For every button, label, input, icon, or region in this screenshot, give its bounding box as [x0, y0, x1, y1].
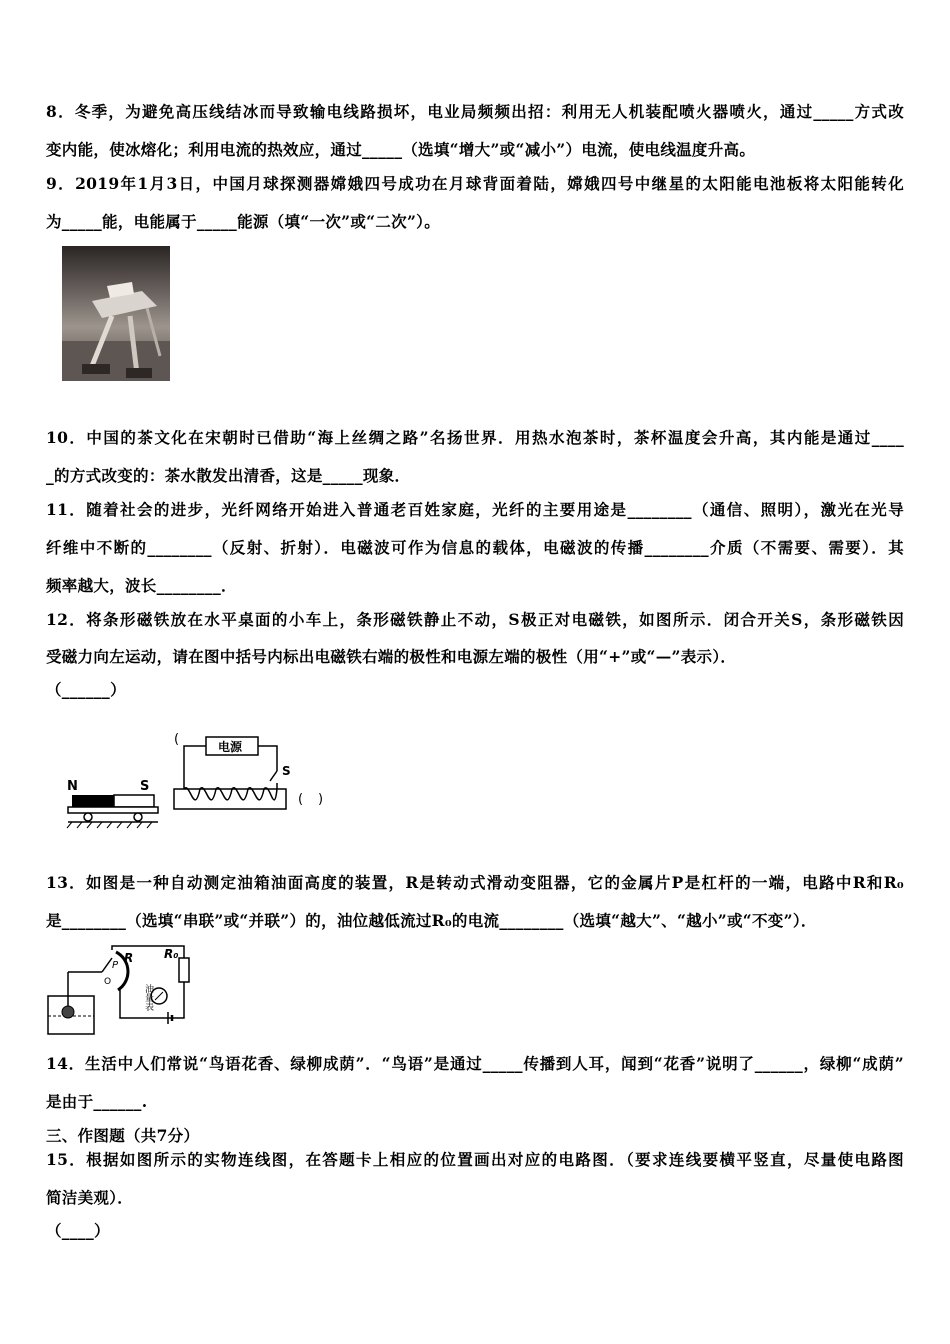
power-source-label: 电源 [218, 740, 243, 754]
electromagnet-right-open-paren: ( [298, 792, 304, 807]
q9-line-2: 为_____能，电能属于_____能源（填“一次”或“二次”）。 [46, 212, 441, 231]
q13-line-1: 13．如图是一种自动测定油箱油面高度的装置，R是转动式滑动变阻器，它的金属片P是杠杆的一端，电路中R和R₀ [46, 873, 904, 892]
q10-line-1: 10．中国的茶文化在宋朝时已借助“海上丝绸之路”名扬世界．用热水泡茶时，茶杯温度会升高，其内能是通过____ [46, 428, 904, 447]
q13-line-2: 是________（选填“串联”或“并联”）的，油位越低流过R₀的电流________（选填“越大”、“越小”或“不变”）． [46, 911, 817, 930]
slider-p-label: P [112, 960, 119, 971]
q9-line-1: 9．2019年1月3日，中国月球探测器嫦娥四号成功在月球背面着陆，嫦娥四号中继星的太阳能电池板将太阳能转化 [46, 174, 904, 193]
rheostat-label: R [124, 951, 134, 965]
cart-wheel [134, 813, 142, 821]
q11-line-2: 纤维中不断的________（反射、折射）．电磁波可作为信息的载体，电磁波的传播________介质（不需要、需要）．其 [46, 538, 904, 557]
q11-line-3: 频率越大，波长________． [46, 576, 237, 595]
q15-answer-blank: （____） [46, 1221, 110, 1240]
q8-line-1: 8．冬季，为避免高压线结冰而导致输电线路损坏，电业局频频出招：利用无人机装配喷火器喷火，通过_____方式改 [46, 102, 904, 121]
pivot-label: O [104, 977, 112, 987]
q14-line-1: 14．生活中人们常说“鸟语花香、绿柳成荫”．“鸟语”是通过_____传播到人耳，闻到“花香”说明了______，绿柳“成荫” [46, 1054, 904, 1073]
q12-line-1: 12．将条形磁铁放在水平桌面的小车上，条形磁铁静止不动，S极正对电磁铁，如图所示．闭合开关S，条形磁铁因 [46, 610, 904, 629]
q15-line-1: 15．根据如图所示的实物连线图，在答题卡上相应的位置画出对应的电路图．（要求连线要横平竖直，尽量使电路图 [46, 1150, 904, 1169]
q14-line-2: 是由于______. [46, 1092, 148, 1111]
oil-gauge-circuit-figure [44, 944, 194, 1038]
q12-line-2: 受磁力向左运动，请在图中括号内标出电磁铁右端的极性和电源左端的极性（用“+”或“—”表示）． [46, 647, 737, 666]
switch-label: S [282, 764, 291, 778]
magnet-n-end [72, 795, 114, 807]
section-3-heading: 三、作图题（共7分） [46, 1126, 200, 1145]
cart-body [68, 807, 158, 813]
electromagnet-right-close-paren: ) [318, 792, 324, 807]
magnet-s-label: S [140, 779, 150, 794]
switch-lever [270, 771, 277, 781]
q12-answer-blank: （______） [46, 680, 126, 699]
power-left-paren: ( [174, 732, 180, 747]
q10-line-2: _的方式改变的：茶水散发出清香，这是_____现象． [46, 466, 411, 485]
magnet-s-end [114, 795, 154, 807]
change4-lander-photo [62, 246, 170, 381]
resistor-r0 [179, 958, 189, 982]
q8-line-2: 变内能，使冰熔化；利用电流的热效应，通过_____（选填“增大”或“减小”）电流，使电线温度升高。 [46, 140, 756, 159]
q11-line-1: 11．随着社会的进步，光纤网络开始进入普通老百姓家庭，光纤的主要用途是________（通信、照明），激光在光导 [46, 500, 904, 519]
q15-line-2: 简洁美观）． [46, 1188, 134, 1207]
magnet-electromagnet-figure [62, 725, 337, 833]
oil-gauge-label: 油量表 [143, 984, 153, 1011]
cart-wheel [84, 813, 92, 821]
magnet-n-label: N [67, 779, 78, 794]
float-ball [62, 1006, 74, 1018]
table-hatching [67, 822, 152, 828]
r0-label: R₀ [164, 947, 179, 961]
